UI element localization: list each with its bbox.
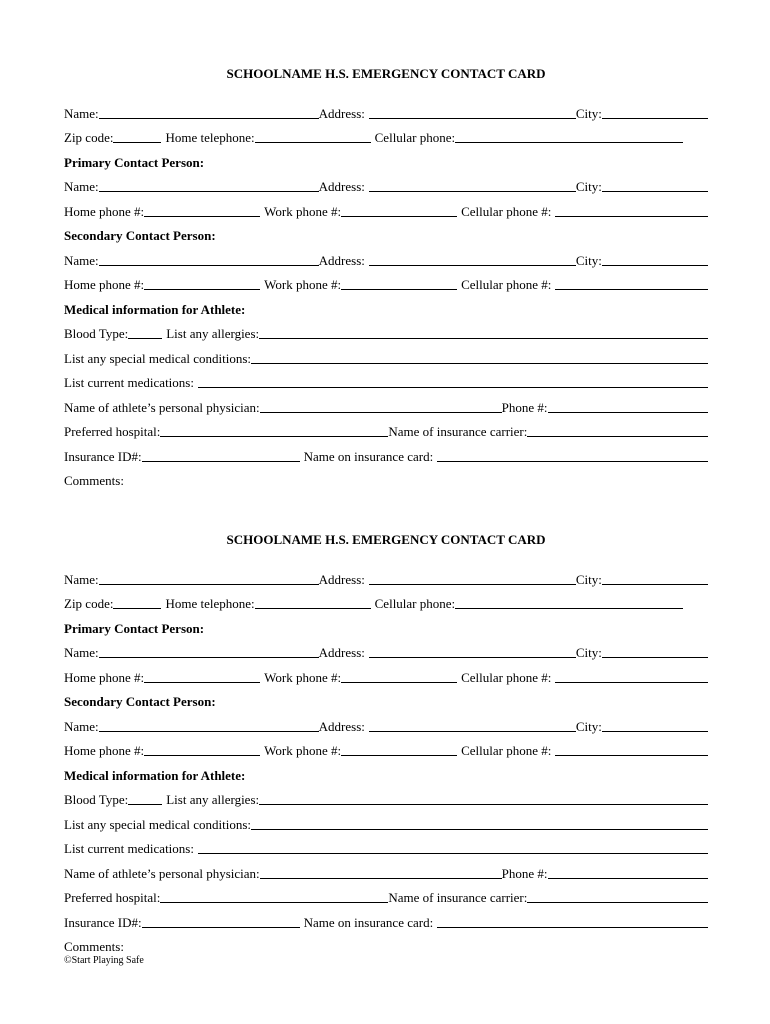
name-label: Name: — [64, 179, 99, 194]
current-medications-row — [64, 367, 708, 392]
zip-code-label: Zip code: — [64, 596, 114, 611]
address-label: Address: — [318, 105, 365, 121]
primary-address-blank[interactable] — [369, 189, 576, 192]
primary-address-blank[interactable] — [369, 655, 576, 658]
current-medications-row — [64, 833, 708, 858]
secondary-phones-row — [64, 269, 708, 294]
primary-name-address-row — [64, 637, 708, 662]
preferred-hospital-label: Preferred hospital: — [64, 890, 161, 905]
student-address-blank[interactable] — [369, 116, 576, 119]
current-medications-blank[interactable] — [198, 851, 708, 854]
name-on-card-label: Name on insurance card: — [303, 914, 434, 930]
secondary-name-address-row — [64, 244, 708, 269]
secondary-city-blank[interactable] — [602, 263, 708, 266]
primary-name-blank[interactable] — [99, 189, 319, 192]
allergies-label: List any allergies: — [166, 792, 260, 807]
name-label: Name: — [64, 105, 99, 121]
blood-allergies-row — [64, 784, 708, 809]
physician-label: Name of athlete’s personal physician: — [64, 865, 260, 881]
student-city-blank[interactable] — [602, 116, 708, 119]
name-label: Name: — [64, 645, 99, 660]
physician-row — [64, 391, 708, 416]
emergency-contact-card-1 — [64, 64, 708, 489]
cellular-phone-num-label: Cellular phone #: — [461, 203, 552, 219]
work-phone-label: Work phone #: — [264, 669, 342, 685]
student-name-address-row — [64, 563, 708, 588]
physician-phone-blank[interactable] — [548, 410, 708, 413]
medical-info-heading-row — [64, 293, 708, 318]
special-conditions-row — [64, 342, 708, 367]
special-conditions-label: List any special medical conditions: — [64, 816, 252, 832]
zip-code-label: Zip code: — [64, 130, 114, 145]
insurance-carrier-label: Name of insurance carrier: — [388, 890, 528, 905]
cellular-phone-label: Cellular phone: — [374, 130, 456, 145]
medical-info-heading: Medical information for Athlete: — [64, 767, 246, 783]
secondary-cellular-phone-blank[interactable] — [555, 287, 708, 290]
secondary-home-phone-blank[interactable] — [144, 287, 260, 290]
primary-contact-heading: Primary Contact Person: — [64, 620, 205, 636]
primary-contact-heading: Primary Contact Person: — [64, 154, 205, 170]
insurance-id-label: Insurance ID#: — [64, 448, 142, 464]
home-phone-label: Home phone #: — [64, 277, 145, 292]
insurance-id-label: Insurance ID#: — [64, 914, 142, 930]
card-title: SCHOOLNAME H.S. EMERGENCY CONTACT CARD — [226, 532, 546, 547]
home-phone-label: Home phone #: — [64, 669, 145, 685]
name-on-card-blank[interactable] — [437, 459, 708, 462]
name-label: Name: — [64, 252, 99, 268]
insurance-carrier-label: Name of insurance carrier: — [388, 424, 528, 439]
secondary-address-blank[interactable] — [369, 263, 576, 266]
special-conditions-blank[interactable] — [251, 361, 708, 364]
secondary-contact-heading: Secondary Contact Person: — [64, 694, 216, 709]
home-telephone-label: Home telephone: — [165, 596, 255, 611]
primary-contact-heading-row — [64, 612, 708, 637]
cellular-phone-num-label: Cellular phone #: — [461, 277, 552, 292]
phone-num-label: Phone #: — [501, 865, 548, 881]
city-label: City: — [575, 252, 602, 268]
address-label: Address: — [318, 718, 365, 734]
blood-type-label: Blood Type: — [64, 326, 129, 341]
physician-blank[interactable] — [260, 410, 502, 413]
preferred-hospital-blank[interactable] — [160, 900, 388, 903]
comments-label: Comments: — [64, 939, 124, 954]
primary-name-address-row — [64, 171, 708, 196]
primary-work-phone-blank[interactable] — [341, 214, 457, 217]
insurance-id-blank[interactable] — [142, 925, 300, 928]
primary-cellular-phone-blank[interactable] — [555, 214, 708, 217]
medical-info-heading: Medical information for Athlete: — [64, 301, 246, 317]
primary-city-blank[interactable] — [602, 189, 708, 192]
special-conditions-blank[interactable] — [251, 827, 708, 830]
student-name-address-row — [64, 97, 708, 122]
primary-contact-heading-row — [64, 146, 708, 171]
home-telephone-label: Home telephone: — [165, 130, 255, 145]
allergies-blank[interactable] — [259, 802, 708, 805]
primary-phones-row — [64, 195, 708, 220]
secondary-work-phone-blank[interactable] — [341, 753, 457, 756]
allergies-label: List any allergies: — [166, 326, 260, 341]
home-phone-label: Home phone #: — [64, 203, 145, 219]
cellular-phone-label: Cellular phone: — [374, 596, 456, 611]
secondary-name-blank[interactable] — [99, 729, 319, 732]
cellular-phone-num-label: Cellular phone #: — [461, 669, 552, 685]
physician-row — [64, 857, 708, 882]
phone-num-label: Phone #: — [501, 399, 548, 415]
cellular-phone-blank[interactable] — [455, 606, 683, 609]
hospital-insurance-row — [64, 882, 708, 907]
work-phone-label: Work phone #: — [264, 743, 342, 758]
copyright-footer: ©Start Playing Safe — [64, 955, 144, 966]
physician-blank[interactable] — [260, 876, 502, 879]
address-label: Address: — [318, 645, 365, 660]
address-label: Address: — [318, 179, 365, 194]
city-label: City: — [575, 179, 602, 194]
insurance-id-row — [64, 440, 708, 465]
blood-type-blank[interactable] — [128, 336, 162, 339]
zip-code-blank[interactable] — [113, 140, 161, 143]
medical-info-heading-row — [64, 759, 708, 784]
hospital-insurance-row — [64, 416, 708, 441]
name-label: Name: — [64, 571, 99, 587]
blood-type-blank[interactable] — [128, 802, 162, 805]
preferred-hospital-blank[interactable] — [160, 434, 388, 437]
current-medications-label: List current medications: — [64, 375, 194, 390]
special-conditions-row — [64, 808, 708, 833]
secondary-phones-row — [64, 735, 708, 760]
insurance-id-row — [64, 906, 708, 931]
blood-allergies-row — [64, 318, 708, 343]
physician-phone-blank[interactable] — [548, 876, 708, 879]
insurance-id-blank[interactable] — [142, 459, 300, 462]
primary-phones-row — [64, 661, 708, 686]
home-telephone-blank[interactable] — [255, 606, 371, 609]
home-phone-label: Home phone #: — [64, 743, 145, 758]
allergies-blank[interactable] — [259, 336, 708, 339]
primary-cellular-phone-blank[interactable] — [555, 680, 708, 683]
primary-name-blank[interactable] — [99, 655, 319, 658]
name-on-card-blank[interactable] — [437, 925, 708, 928]
secondary-city-blank[interactable] — [602, 729, 708, 732]
current-medications-blank[interactable] — [198, 385, 708, 388]
card-title: SCHOOLNAME H.S. EMERGENCY CONTACT CARD — [226, 66, 546, 81]
cellular-phone-num-label: Cellular phone #: — [461, 743, 552, 758]
address-label: Address: — [318, 571, 365, 587]
city-label: City: — [575, 105, 602, 121]
secondary-address-blank[interactable] — [369, 729, 576, 732]
preferred-hospital-label: Preferred hospital: — [64, 424, 161, 439]
secondary-cellular-phone-blank[interactable] — [555, 753, 708, 756]
secondary-contact-heading-row — [64, 220, 708, 245]
student-name-blank[interactable] — [99, 116, 319, 119]
city-label: City: — [575, 571, 602, 587]
student-name-blank[interactable] — [99, 582, 319, 585]
comments-row — [64, 931, 708, 956]
home-telephone-blank[interactable] — [255, 140, 371, 143]
secondary-name-address-row — [64, 710, 708, 735]
city-label: City: — [575, 718, 602, 734]
address-label: Address: — [318, 252, 365, 268]
current-medications-label: List current medications: — [64, 841, 194, 856]
primary-home-phone-blank[interactable] — [144, 214, 260, 217]
name-on-card-label: Name on insurance card: — [303, 448, 434, 464]
secondary-work-phone-blank[interactable] — [341, 287, 457, 290]
emergency-contact-card-2 — [64, 530, 708, 955]
zip-phone-row — [64, 122, 708, 147]
secondary-home-phone-blank[interactable] — [144, 753, 260, 756]
student-address-blank[interactable] — [369, 582, 576, 585]
insurance-carrier-blank[interactable] — [527, 434, 708, 437]
work-phone-label: Work phone #: — [264, 277, 342, 292]
secondary-contact-heading-row — [64, 686, 708, 711]
insurance-carrier-blank[interactable] — [527, 900, 708, 903]
secondary-contact-heading: Secondary Contact Person: — [64, 228, 216, 243]
student-city-blank[interactable] — [602, 582, 708, 585]
comments-label: Comments: — [64, 473, 124, 488]
work-phone-label: Work phone #: — [264, 203, 342, 219]
physician-label: Name of athlete’s personal physician: — [64, 399, 260, 415]
primary-city-blank[interactable] — [602, 655, 708, 658]
zip-code-blank[interactable] — [113, 606, 161, 609]
blood-type-label: Blood Type: — [64, 792, 129, 807]
primary-work-phone-blank[interactable] — [341, 680, 457, 683]
comments-row — [64, 465, 708, 490]
secondary-name-blank[interactable] — [99, 263, 319, 266]
zip-phone-row — [64, 588, 708, 613]
city-label: City: — [575, 645, 602, 660]
special-conditions-label: List any special medical conditions: — [64, 350, 252, 366]
name-label: Name: — [64, 718, 99, 734]
primary-home-phone-blank[interactable] — [144, 680, 260, 683]
cellular-phone-blank[interactable] — [455, 140, 683, 143]
